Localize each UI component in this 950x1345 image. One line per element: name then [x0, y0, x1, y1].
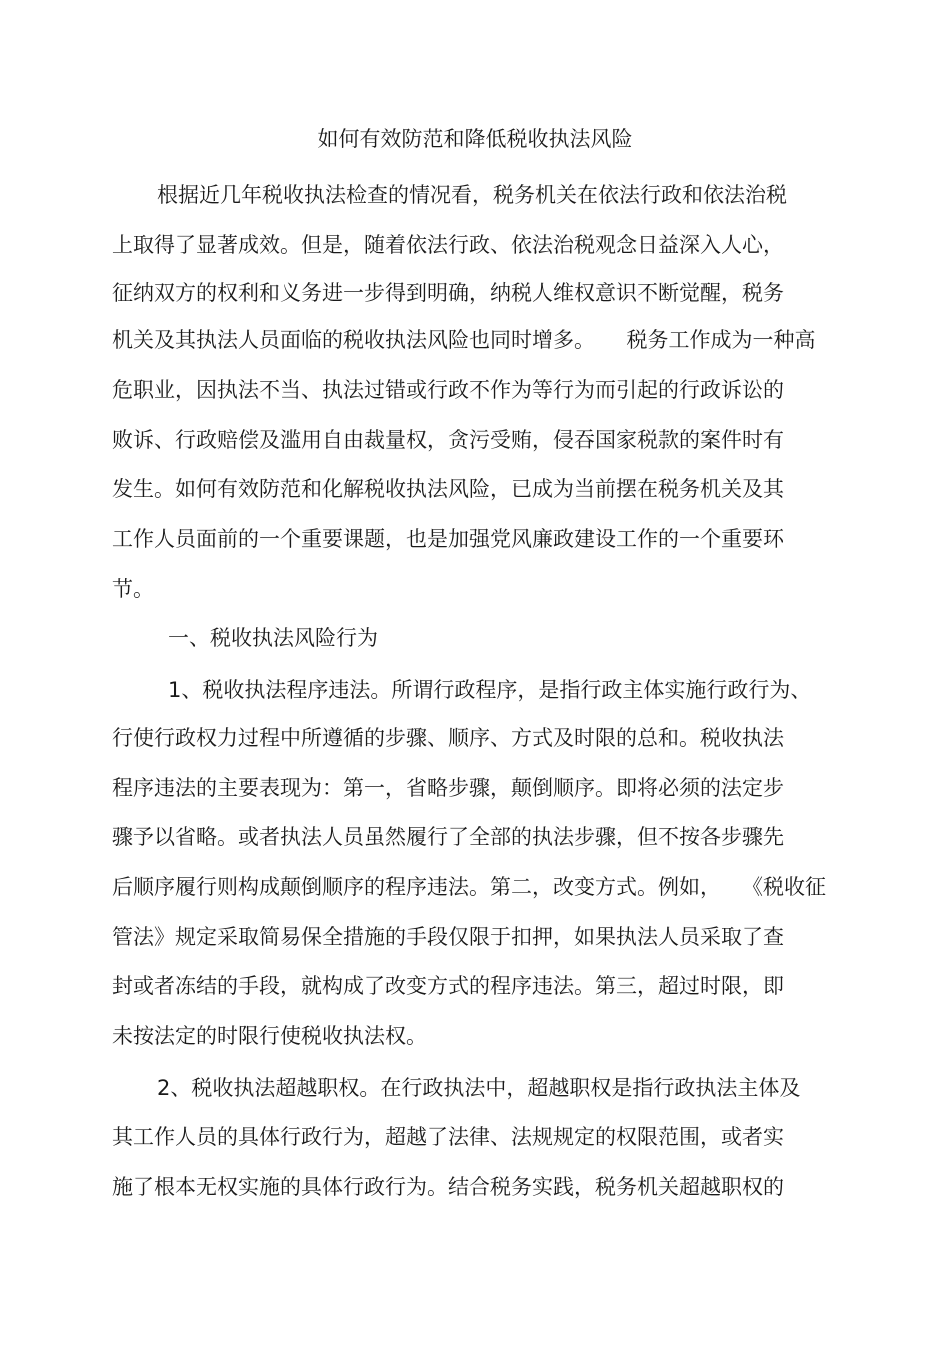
paragraph-line: 封或者冻结的手段，就构成了改变方式的程序违法。第三，超过时限，即	[112, 974, 784, 998]
section-heading: 一、税收执法风险行为	[168, 626, 378, 650]
paragraph-line: 机关及其执法人员面临的税收执法风险也同时增多。 税务工作成为一种高	[112, 328, 816, 352]
paragraph-line: 根据近几年税收执法检查的情况看，税务机关在依法行政和依法治税	[157, 183, 787, 207]
paragraph-line: 施了根本无权实施的具体行政行为。结合税务实践，税务机关超越职权的	[112, 1175, 784, 1199]
paragraph-line: 管法》规定采取简易保全措施的手段仅限于扣押，如果执法人员采取了查	[112, 925, 784, 949]
paragraph-line: 工作人员面前的一个重要课题，也是加强党风廉政建设工作的一个重要环	[112, 527, 784, 551]
paragraph-line: 上取得了显著成效。但是，随着依法行政、依法治税观念日益深入人心，	[112, 233, 784, 257]
paragraph-line: 未按法定的时限行使税收执法权。	[112, 1024, 427, 1048]
paragraph-line: 发生。如何有效防范和化解税收执法风险，已成为当前摆在税务机关及其	[112, 477, 784, 501]
paragraph-line: 2、税收执法超越职权。在行政执法中，超越职权是指行政执法主体及	[157, 1076, 801, 1100]
paragraph-line: 后顺序履行则构成颠倒顺序的程序违法。第二，改变方式。例如， 《税收征	[112, 875, 826, 899]
paragraph-line: 程序违法的主要表现为：第一，省略步骤，颠倒顺序。即将必须的法定步	[112, 776, 784, 800]
document-title: 如何有效防范和降低税收执法风险	[317, 127, 633, 151]
paragraph-line: 节。	[112, 577, 154, 601]
paragraph-line: 危职业，因执法不当、执法过错或行政不作为等行为而引起的行政诉讼的	[112, 378, 784, 402]
paragraph-line: 行使行政权力过程中所遵循的步骤、顺序、方式及时限的总和。税收执法	[112, 726, 784, 750]
paragraph-line: 征纳双方的权利和义务进一步得到明确，纳税人维权意识不断觉醒，税务	[112, 281, 784, 305]
paragraph-line: 败诉、行政赔偿及滥用自由裁量权，贪污受贿，侵吞国家税款的案件时有	[112, 428, 784, 452]
paragraph-line: 骤予以省略。或者执法人员虽然履行了全部的执法步骤，但不按各步骤先	[112, 825, 784, 849]
paragraph-line: 1、税收执法程序违法。所谓行政程序，是指行政主体实施行政行为、	[168, 678, 812, 702]
paragraph-line: 其工作人员的具体行政行为，超越了法律、法规规定的权限范围，或者实	[112, 1125, 784, 1149]
